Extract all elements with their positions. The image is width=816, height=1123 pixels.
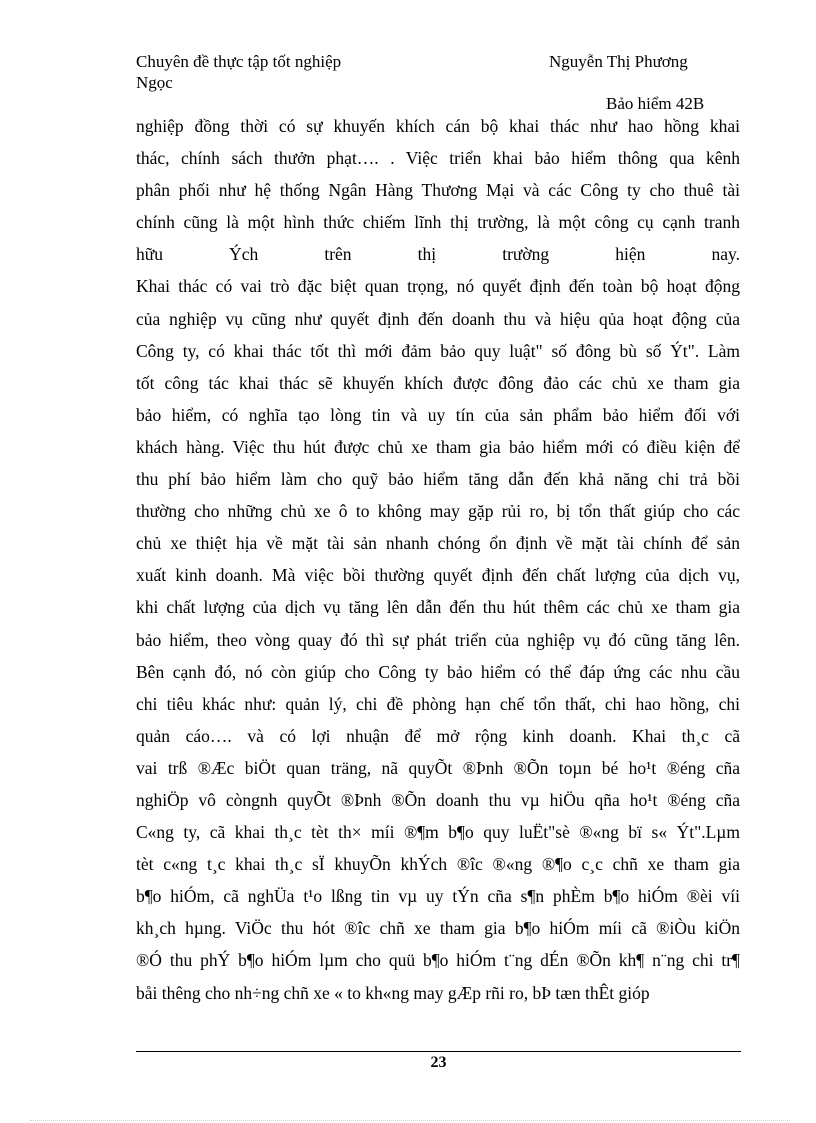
body-line: nghiÖp vô còngnh quyÕt ®Þnh ®Õn doanh thu vµ hiÖu qña ho¹t ®éng cña bbox=[136, 789, 740, 810]
body-line: b¶o hiÓm, cã nghÜa t¹o lßng tin vµ uy tÝn cña s¶n phÈm b¶o hiÓm ®èi víi bbox=[136, 886, 740, 907]
body-line: nghiệp đồng thời có sự khuyến khích cán bộ khai thác như hao hồng khai bbox=[136, 116, 740, 136]
header-class-name: Bảo hiểm 42B bbox=[606, 94, 705, 113]
body-line: khi chất lượng của dịch vụ tăng lên dẫn đến thu hút thêm các chủ xe tham gia bbox=[136, 597, 740, 618]
body-line: Công ty, có khai thác tốt thì mới đảm bảo quy luật" số đông bù số Ýt". Làm bbox=[136, 340, 740, 361]
page-number: 23 bbox=[430, 1054, 447, 1071]
body-line: vai trß ®Æc biÖt quan träng, nã quyÕt ®Þnh ®Õn toµn bé ho¹t ®éng cña bbox=[136, 757, 740, 778]
body-line: bảo hiểm, theo vòng quay đó thì sự phát triển của nghiệp vụ đó cũng tăng lên. bbox=[136, 629, 740, 650]
body-line: phân phối như hệ thống Ngân Hàng Thương Mại và các Công ty cho thuê tài bbox=[136, 180, 740, 201]
body-line: xuất kinh doanh. Mà việc bồi thường quyết định đến chất lượng của dịch vụ, bbox=[136, 565, 740, 586]
header-document-title: Chuyên đề thực tập tốt nghiệp bbox=[136, 52, 342, 71]
body-line: thường cho những chủ xe ô to không may gặp rủi ro, bị tổn thất giúp cho các bbox=[136, 501, 740, 522]
header-author-name-continued: Ngọc bbox=[136, 73, 173, 92]
footer-divider bbox=[136, 1051, 741, 1052]
body-line: båi thêng cho nh÷ng chñ xe « to kh«ng may gÆp rñi ro, bÞ tæn thÊt gióp bbox=[136, 982, 650, 1003]
body-line: kh¸ch hµng. ViÖc thu hót ®îc chñ xe tham gia b¶o hiÓm míi cã ®iÒu kiÖn bbox=[136, 918, 740, 939]
body-line: thác, chính sách thưởn phạt…. . Việc triển khai bảo hiểm thông qua kênh bbox=[136, 148, 740, 169]
header-author-name: Nguyễn Thị Phương bbox=[549, 52, 688, 71]
body-line: của nghiệp vụ cũng như quyết định đến doanh thu và hiệu qủa hoạt động của bbox=[136, 308, 740, 329]
body-text bbox=[136, 110, 740, 1009]
body-line: bảo hiểm, có nghĩa tạo lòng tin và uy tín của sản phẩm bảo hiểm đối với bbox=[136, 404, 740, 425]
body-line: tèt c«ng t¸c khai th¸c sÏ khuyÕn khÝch ®îc ®«ng ®¶o c¸c chñ xe tham gia bbox=[136, 854, 740, 875]
body-line: tốt công tác khai thác sẽ khuyến khích được đông đảo các chủ xe tham gia bbox=[136, 372, 740, 393]
page-header bbox=[136, 48, 741, 118]
body-line: khách hàng. Việc thu hút được chủ xe tham gia bảo hiểm mới có điều kiện để bbox=[136, 436, 740, 457]
body-line: quản cáo…. và có lợi nhuận để mở rộng kinh doanh. Khai th¸c cã bbox=[136, 725, 740, 746]
body-line: hữu Ých trên thị trường hiện nay. bbox=[136, 244, 740, 265]
page-bottom-edge bbox=[30, 1120, 790, 1121]
body-line: chủ xe thiệt hịa về mặt tài sản nhanh chóng ổn định về mặt tài chính để sản bbox=[136, 533, 740, 554]
body-line: Bên cạnh đó, nó còn giúp cho Công ty bảo hiểm có thể đáp ứng các nhu cầu bbox=[136, 661, 740, 682]
body-line: Khai thác có vai trò đặc biệt quan trọng, nó quyết định đến toàn bộ hoạt động bbox=[136, 276, 740, 297]
body-line: thu phí bảo hiểm làm cho quỹ bảo hiểm tăng dẫn đến khả năng chi trả bồi bbox=[136, 469, 740, 490]
body-line: chính cũng là một hình thức chiếm lĩnh thị trường, là một công cụ cạnh tranh bbox=[136, 212, 740, 233]
body-line: chi tiêu khác như: quản lý, chi đề phòng hạn chế tổn thất, chi hao hồng, chi bbox=[136, 693, 740, 714]
body-line: ®Ó thu phÝ b¶o hiÓm lµm cho quü b¶o hiÓm t¨ng dÉn ®Õn kh¶ n¨ng chi tr¶ bbox=[136, 950, 740, 971]
body-line: C«ng ty, cã khai th¸c tèt th× míi ®¶m b¶o quy luËt"sè ®«ng bï s« Ýt".Lµm bbox=[136, 822, 740, 843]
